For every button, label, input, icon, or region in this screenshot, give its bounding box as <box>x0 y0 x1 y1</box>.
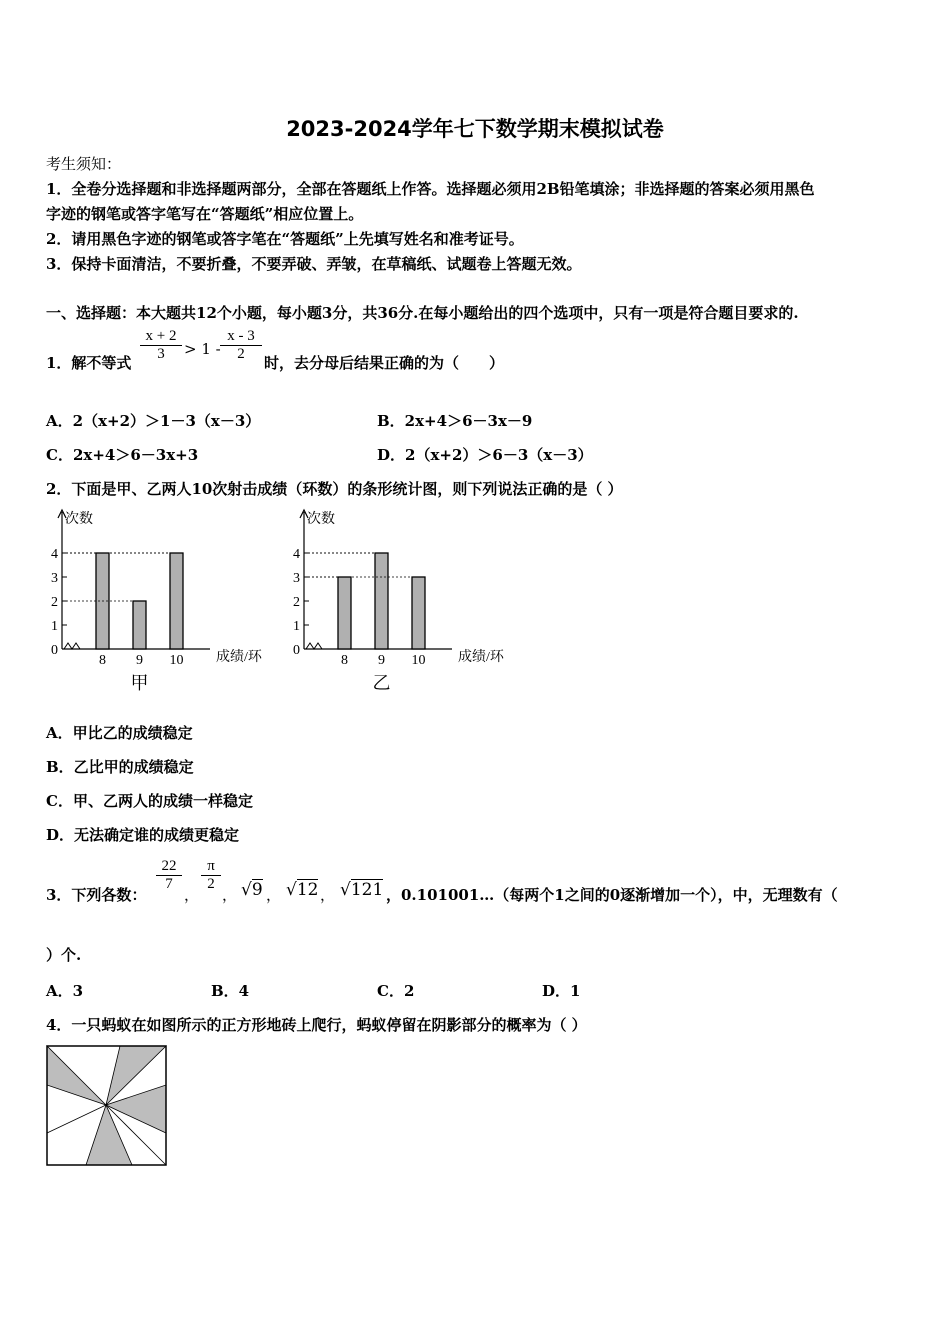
notice-heading: 考生须知： <box>46 155 122 173</box>
q1-suffix: 时，去分母后结果正确的为（ ） <box>264 354 505 372</box>
q3-f1-numerator: 22 <box>156 858 182 876</box>
q1-option-a[interactable]: A．2（x+2）＞1－3（x－3） <box>46 412 261 430</box>
y-tick-label: 4 <box>293 547 300 562</box>
sqrt-sign: √ <box>286 880 297 900</box>
q3-comma: ， <box>184 886 200 904</box>
q3-option-b[interactable]: B．4 <box>211 982 250 1000</box>
q1-frac2-numerator: x - 3 <box>220 328 262 346</box>
q3-continuation: ）个. <box>46 946 82 964</box>
y-tick-label: 0 <box>293 643 300 658</box>
q3-comma: ， <box>266 886 282 904</box>
q2-option-d[interactable]: D．无法确定谁的成绩更稳定 <box>46 826 240 844</box>
section-heading: 一、选择题：本大题共12个小题，每小题3分，共36分.在每小题给出的四个选项中，只有一项是符合题目要求的. <box>46 304 799 322</box>
q1-fraction-1 <box>140 328 182 363</box>
chart-yi <box>282 506 522 696</box>
division-line <box>47 1105 106 1133</box>
bar-9 <box>375 553 388 649</box>
q3-f1-denominator: 7 <box>165 876 173 892</box>
x-tick-label: 9 <box>136 653 143 668</box>
q1-middle: > 1 - <box>184 340 221 358</box>
axis-break-symbol <box>306 643 322 649</box>
bar-10 <box>412 577 425 649</box>
sqrt-121 <box>340 880 383 900</box>
y-axis-label: 次数 <box>65 512 93 527</box>
y-tick-label: 1 <box>51 619 58 634</box>
q1-frac2-denominator: 2 <box>237 346 245 362</box>
q3-fraction-22-7 <box>156 858 182 893</box>
q3-f2-denominator: 2 <box>207 876 215 892</box>
y-tick-label: 3 <box>293 571 300 586</box>
shaded-region <box>47 1046 106 1105</box>
q3-fraction-pi-2 <box>201 858 221 893</box>
x-tick-label: 8 <box>341 653 348 668</box>
y-tick-label: 2 <box>51 595 58 610</box>
y-tick-label: 0 <box>51 643 58 658</box>
sqrt-12 <box>286 880 318 900</box>
q3-comma: ， <box>222 886 238 904</box>
square-tile-figure <box>46 1045 168 1167</box>
q1-option-c[interactable]: C．2x+4＞6－3x+3 <box>46 446 199 464</box>
q2-option-c[interactable]: C．甲、乙两人的成绩一样稳定 <box>46 792 253 810</box>
notice-line-2: 2．请用黑色字迹的钢笔或答字笔在“答题纸”上先填写姓名和准考证号。 <box>46 230 524 248</box>
q1-option-b[interactable]: B．2x+4＞6－3x－9 <box>377 412 533 430</box>
q1-fraction-2 <box>220 328 262 363</box>
q3-option-a[interactable]: A．3 <box>46 982 84 1000</box>
page-title: 2023-2024学年七下数学期末模拟试卷 <box>286 117 664 141</box>
x-tick-label: 10 <box>411 653 426 668</box>
notice-line-1b: 字迹的钢笔或答字笔写在“答题纸”相应位置上。 <box>46 205 364 223</box>
q3-prefix: 3．下列各数： <box>46 886 147 904</box>
radicand-121: 121 <box>350 880 384 900</box>
y-tick-label: 1 <box>293 619 300 634</box>
sqrt-sign: √ <box>241 880 252 900</box>
chart-title: 乙 <box>372 673 391 693</box>
q2-option-a[interactable]: A．甲比乙的成绩稳定 <box>46 724 193 742</box>
radicand-12: 12 <box>296 880 319 900</box>
q1-frac1-denominator: 3 <box>157 346 165 362</box>
x-axis-label: 成绩/环 <box>458 650 504 665</box>
sqrt-sign: √ <box>340 880 351 900</box>
x-tick-label: 8 <box>99 653 106 668</box>
bar-10 <box>170 553 183 649</box>
q3-suffix: ，0.101001…（每两个1之间的0逐渐增加一个），中，无理数有（ <box>386 886 838 904</box>
x-tick-label: 9 <box>378 653 385 668</box>
notice-line-1a: 1．全卷分选择题和非选择题两部分，全部在答题纸上作答。选择题必须用2B铅笔填涂；非选择题的答案必须用黑色 <box>46 180 815 198</box>
q1-prefix: 1．解不等式 <box>46 354 132 372</box>
q3-f2-numerator: π <box>201 858 221 876</box>
q2-option-b[interactable]: B．乙比甲的成绩稳定 <box>46 758 194 776</box>
q1-frac1-numerator: x + 2 <box>140 328 182 346</box>
q3-option-d[interactable]: D．1 <box>542 982 581 1000</box>
x-axis-label: 成绩/环 <box>216 650 262 665</box>
x-tick-label: 10 <box>169 653 184 668</box>
notice-line-3: 3．保持卡面清洁，不要折叠，不要弄破、弄皱，在草稿纸、试题卷上答题无效。 <box>46 255 582 273</box>
y-axis-label: 次数 <box>307 512 335 527</box>
q3-comma: ， <box>320 886 336 904</box>
bar-8 <box>338 577 351 649</box>
chart-jia <box>40 506 280 696</box>
q3-option-c[interactable]: C．2 <box>377 982 415 1000</box>
y-tick-label: 3 <box>51 571 58 586</box>
chart-title: 甲 <box>130 673 149 693</box>
axis-break-symbol <box>64 643 80 649</box>
y-tick-label: 4 <box>51 547 58 562</box>
q1-option-d[interactable]: D．2（x+2）＞6－3（x－3） <box>377 446 593 464</box>
q2-stem: 2．下面是甲、乙两人10次射击成绩（环数）的条形统计图，则下列说法正确的是（ ） <box>46 480 623 498</box>
radicand-9: 9 <box>251 880 263 900</box>
sqrt-9 <box>241 880 263 900</box>
bar-9 <box>133 601 146 649</box>
q4-stem: 4．一只蚂蚁在如图所示的正方形地砖上爬行，蚂蚁停留在阴影部分的概率为（ ） <box>46 1016 587 1034</box>
y-tick-label: 2 <box>293 595 300 610</box>
